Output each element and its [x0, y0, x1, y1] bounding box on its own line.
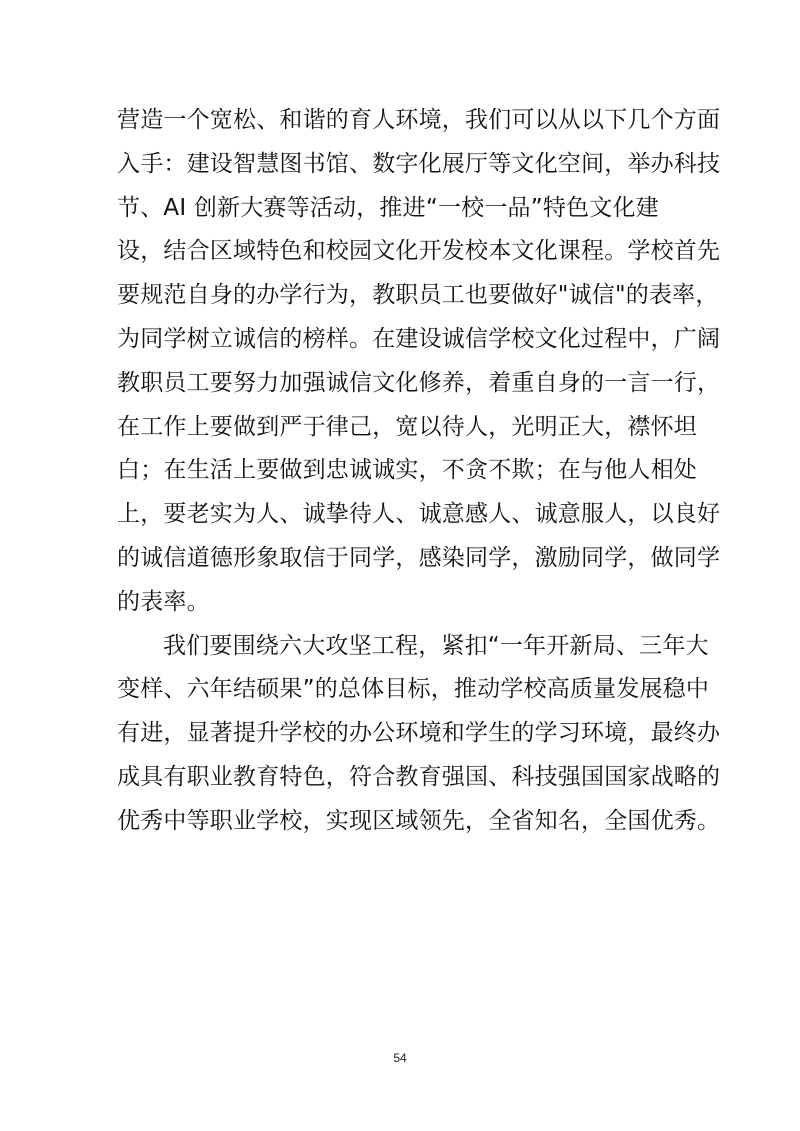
text-line: 我们要围绕六大攻坚工程，紧扣“一年开新局、三年大	[163, 632, 709, 659]
text-line: 上，要老实为人、诚挚待人、诚意感人、诚意服人，以良好	[117, 501, 721, 528]
text-line: 要规范自身的办学行为，教职员工也要做好"诚信"的表率，	[117, 282, 719, 309]
paragraph-2	[117, 625, 721, 844]
text-line: 为同学树立诚信的榜样。在建设诚信学校文化过程中，广阔	[117, 325, 721, 352]
text-line: 有进，显著提升学校的办公环境和学生的学习环境，最终办	[117, 720, 721, 747]
text-line: 设，结合区域特色和校园文化开发校本文化课程。学校首先	[117, 238, 721, 265]
text-line: 教职员工要努力加强诚信文化修养，着重自身的一言一行，	[117, 369, 721, 396]
text-line: 的表率。	[117, 588, 210, 615]
body-text	[117, 99, 721, 844]
text-line: 入手：建设智慧图书馆、数字化展厅等文化空间，举办科技	[117, 150, 721, 177]
text-line: 节、AI 创新大赛等活动，推进“一校一品”特色文化建	[117, 194, 659, 221]
paragraph-1	[117, 99, 721, 625]
text-line: 变样、六年结硕果”的总体目标，推动学校高质量发展稳中	[117, 676, 710, 703]
page-number: 54	[393, 1051, 407, 1065]
text-line: 在工作上要做到严于律己，宽以待人，光明正大，襟怀坦	[117, 413, 697, 440]
text-line: 成具有职业教育特色，符合教育强国、科技强国国家战略的	[117, 763, 721, 790]
text-line: 白；在生活上要做到忠诚诚实，不贪不欺；在与他人相处	[117, 457, 697, 484]
text-line: 优秀中等职业学校，实现区域领先，全省知名，全国优秀。	[117, 807, 721, 834]
text-line: 营造一个宽松、和谐的育人环境，我们可以从以下几个方面	[117, 107, 721, 133]
text-line: 的诚信道德形象取信于同学，感染同学，激励同学，做同学	[117, 544, 721, 571]
